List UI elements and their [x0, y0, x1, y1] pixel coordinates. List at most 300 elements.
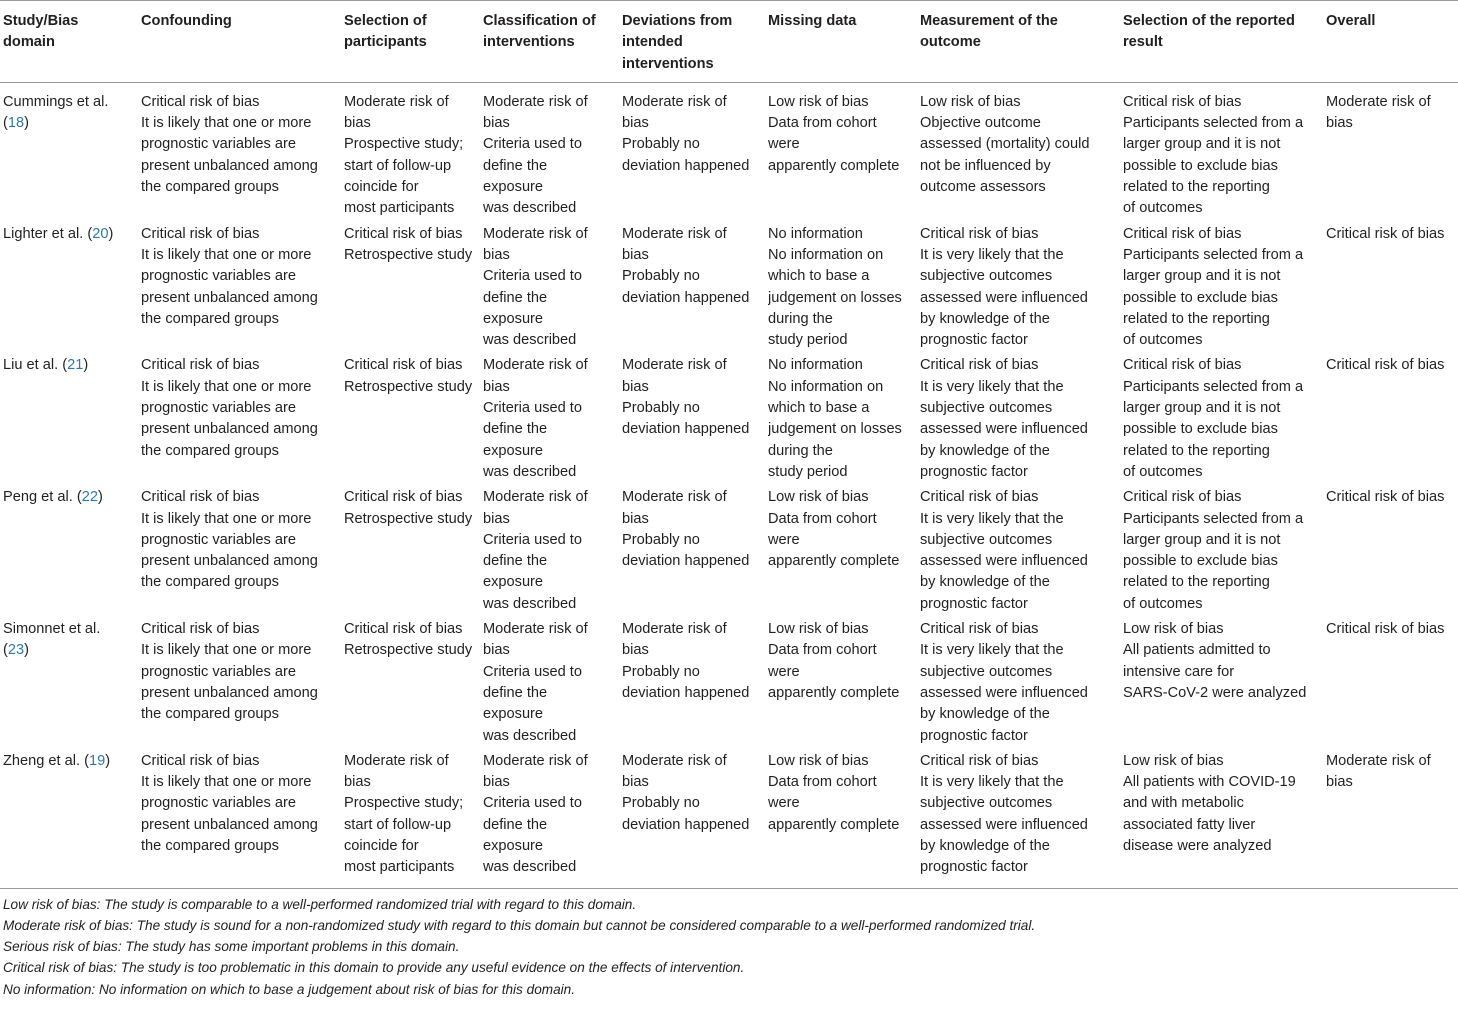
study-name: Cummings et al.	[3, 93, 109, 110]
column-header	[768, 1, 920, 83]
cell-line: were	[768, 663, 800, 680]
cell-line: possible to exclude bias	[1123, 553, 1278, 570]
cell-line: bias	[483, 378, 510, 395]
cell-line: exposure	[483, 574, 544, 591]
cell-line: were	[768, 795, 800, 812]
column-header-line: domain	[3, 34, 55, 51]
cell-line: Moderate risk of	[1326, 752, 1431, 769]
cell-line: present unbalanced among	[141, 289, 318, 306]
cell-line: Critical risk of bias	[141, 357, 260, 374]
assessment-cell	[768, 355, 920, 487]
cell-line: of outcomes	[1123, 200, 1203, 217]
cell-line: Moderate risk of	[1326, 93, 1431, 110]
column-header	[1326, 1, 1458, 83]
cell-line: Critical risk of bias	[920, 489, 1039, 506]
cell-line: No information	[768, 225, 863, 242]
reference-link[interactable]: 21	[67, 357, 84, 374]
cell-line: Critical risk of bias	[1326, 225, 1445, 242]
assessment-cell	[1123, 82, 1326, 223]
cell-line: intensive care for	[1123, 663, 1235, 680]
cell-line: It is very likely that the	[920, 378, 1064, 395]
cell-line: Criteria used to	[483, 531, 582, 548]
assessment-cell	[141, 82, 344, 223]
column-header	[141, 1, 344, 83]
cell-line: Data from cohort	[768, 774, 877, 791]
cell-line: related to the reporting	[1123, 574, 1270, 591]
cell-line: prognostic variables are	[141, 663, 296, 680]
cell-line: outcome assessors	[920, 179, 1046, 196]
column-header-line: Measurement of the	[920, 13, 1058, 29]
cell-line: It is likely that one or more	[141, 378, 312, 395]
cell-line: All patients with COVID-19	[1123, 774, 1296, 791]
cell-line: the compared groups	[141, 442, 279, 459]
assessment-cell	[920, 619, 1123, 751]
cell-line: Critical risk of bias	[1123, 93, 1242, 110]
cell-line: assessed were influenced	[920, 816, 1088, 833]
assessment-cell	[1123, 224, 1326, 356]
cell-line: Critical risk of bias	[1326, 357, 1445, 374]
cell-line: most participants	[344, 200, 455, 217]
reference-link[interactable]: 23	[7, 642, 25, 659]
reference-link[interactable]: 18	[7, 115, 25, 132]
assessment-cell	[141, 751, 344, 888]
column-header-line: Deviations from	[622, 13, 733, 29]
assessment-cell	[141, 619, 344, 751]
assessment-cell	[920, 224, 1123, 356]
cell-line: Moderate risk of	[483, 489, 588, 506]
assessment-cell	[622, 82, 768, 223]
column-header	[622, 1, 768, 83]
cell-line: Moderate risk of	[483, 225, 588, 242]
cell-line: Moderate risk of	[622, 621, 727, 638]
assessment-cell	[344, 487, 483, 619]
cell-line: present unbalanced among	[141, 684, 318, 701]
cell-line: Low risk of bias	[920, 93, 1021, 110]
cell-line: Data from cohort	[768, 642, 877, 659]
cell-line: exposure	[483, 442, 544, 459]
cell-line: larger group and it is not	[1123, 268, 1281, 285]
cell-line: define the	[483, 157, 548, 174]
cell-line: assessed (mortality) could	[920, 136, 1090, 153]
cell-line: Moderate risk of	[622, 489, 727, 506]
assessment-cell	[920, 82, 1123, 223]
footnote: Moderate risk of bias: The study is sound for a non-randomized study with regard to this domain but cannot be considered comparable to a well-performed randomized trial.	[3, 917, 1036, 933]
cell-line: bias	[622, 774, 649, 791]
assessment-cell	[1326, 82, 1458, 223]
cell-line: prognostic factor	[920, 595, 1028, 612]
assessment-cell	[141, 487, 344, 619]
cell-line: prognostic factor	[920, 727, 1028, 744]
cell-line: exposure	[483, 179, 544, 196]
column-header	[1123, 1, 1326, 83]
assessment-cell	[344, 224, 483, 356]
cell-line: subjective outcomes	[920, 795, 1053, 812]
cell-line: Retrospective study	[344, 642, 473, 659]
cell-line: deviation happened	[622, 157, 750, 174]
column-header-line: Study/Bias	[3, 13, 79, 29]
column-header-line: Selection of the reported	[1123, 13, 1295, 29]
assessment-cell	[622, 619, 768, 751]
column-header-line: interventions	[622, 55, 714, 72]
cell-line: Moderate risk of	[483, 752, 588, 769]
assessment-cell	[1326, 224, 1458, 356]
cell-line: It is likely that one or more	[141, 774, 312, 791]
cell-line: bias	[1326, 115, 1353, 132]
table-row	[0, 355, 1458, 487]
assessment-cell	[141, 355, 344, 487]
cell-line: It is likely that one or more	[141, 115, 312, 132]
cell-line: assessed were influenced	[920, 553, 1088, 570]
cell-line: Moderate risk of	[622, 93, 727, 110]
cell-line: Critical risk of bias	[141, 225, 260, 242]
assessment-cell	[1123, 355, 1326, 487]
assessment-cell	[920, 487, 1123, 619]
cell-line: study period	[768, 463, 848, 480]
cell-line: deviation happened	[622, 553, 750, 570]
cell-line: Prospective study;	[344, 136, 464, 153]
cell-line: Criteria used to	[483, 400, 582, 417]
cell-line: Critical risk of bias	[1326, 489, 1445, 506]
cell-line: prognostic variables are	[141, 531, 296, 548]
cell-line: the compared groups	[141, 310, 279, 327]
assessment-cell	[768, 224, 920, 356]
cell-line: deviation happened	[622, 816, 750, 833]
cell-line: define the	[483, 816, 548, 833]
cell-line: associated fatty liver	[1123, 816, 1256, 833]
cell-line: Moderate risk of	[483, 621, 588, 638]
column-header-line: Selection of	[344, 13, 427, 29]
cell-line: apparently complete	[768, 157, 900, 174]
cell-line: Critical risk of bias	[1326, 621, 1445, 638]
assessment-cell	[344, 355, 483, 487]
column-header-line: Classification of	[483, 13, 596, 29]
cell-line: the compared groups	[141, 706, 279, 723]
cell-line: bias	[622, 510, 649, 527]
cell-line: were	[768, 136, 800, 153]
cell-line: by knowledge of the	[920, 310, 1050, 327]
cell-line: possible to exclude bias	[1123, 421, 1278, 438]
cell-line: Data from cohort	[768, 510, 877, 527]
cell-line: Prospective study;	[344, 795, 464, 812]
cell-line: deviation happened	[622, 684, 750, 701]
study-cell	[0, 487, 141, 619]
cell-line: subjective outcomes	[920, 400, 1053, 417]
cell-line: define the	[483, 289, 548, 306]
cell-line: exposure	[483, 837, 544, 854]
assessment-cell	[1326, 355, 1458, 487]
assessment-cell	[622, 751, 768, 888]
cell-line: It is very likely that the	[920, 510, 1064, 527]
cell-line: was described	[483, 332, 577, 349]
cell-line: No information	[768, 357, 863, 374]
cell-line: It is very likely that the	[920, 642, 1064, 659]
study-citation: Peng et al. (22)	[3, 489, 103, 506]
cell-line: exposure	[483, 706, 544, 723]
assessment-cell	[483, 619, 622, 751]
cell-line: coincide for	[344, 179, 419, 196]
reference-link[interactable]: 19	[89, 752, 106, 769]
cell-line: Data from cohort	[768, 115, 877, 132]
cell-line: during the	[768, 310, 833, 327]
table-body	[0, 82, 1458, 888]
cell-line: Criteria used to	[483, 663, 582, 680]
cell-line: the compared groups	[141, 574, 279, 591]
column-header	[483, 1, 622, 83]
cell-line: subjective outcomes	[920, 268, 1053, 285]
cell-line: Critical risk of bias	[141, 621, 260, 638]
cell-line: not be influenced by	[920, 157, 1051, 174]
cell-line: judgement on losses	[768, 421, 902, 438]
header-row	[0, 1, 1458, 83]
footnote: No information: No information on which to base a judgement about risk of bias for this domain.	[3, 981, 575, 997]
cell-line: subjective outcomes	[920, 663, 1053, 680]
cell-line: prognostic factor	[920, 332, 1028, 349]
assessment-cell	[141, 224, 344, 356]
assessment-cell	[483, 224, 622, 356]
assessment-cell	[483, 355, 622, 487]
cell-line: subjective outcomes	[920, 531, 1053, 548]
table-footnotes	[0, 894, 1458, 1000]
cell-line: It is very likely that the	[920, 246, 1064, 263]
cell-line: define the	[483, 553, 548, 570]
cell-line: No information on	[768, 246, 884, 263]
cell-line: larger group and it is not	[1123, 531, 1281, 548]
cell-line: possible to exclude bias	[1123, 289, 1278, 306]
cell-line: Probably no	[622, 795, 700, 812]
cell-line: bias	[483, 246, 510, 263]
cell-line: bias	[622, 642, 649, 659]
cell-line: bias	[483, 115, 510, 132]
cell-line: It is likely that one or more	[141, 246, 312, 263]
cell-line: Low risk of bias	[768, 93, 869, 110]
cell-line: of outcomes	[1123, 595, 1203, 612]
cell-line: All patients admitted to	[1123, 642, 1271, 659]
assessment-cell	[1326, 619, 1458, 751]
cell-line: prognostic variables are	[141, 795, 296, 812]
cell-line: Critical risk of bias	[344, 489, 463, 506]
cell-line: possible to exclude bias	[1123, 157, 1278, 174]
cell-line: judgement on losses	[768, 289, 902, 306]
assessment-cell	[622, 224, 768, 356]
study-cell	[0, 224, 141, 356]
cell-line: of outcomes	[1123, 463, 1203, 480]
assessment-cell	[1123, 619, 1326, 751]
cell-line: Participants selected from a	[1123, 246, 1304, 263]
column-header-line: Missing data	[768, 13, 857, 29]
study-citation: Lighter et al. (20)	[3, 225, 114, 242]
table-header	[0, 1, 1458, 83]
cell-line: was described	[483, 463, 577, 480]
cell-line: SARS-CoV-2 were analyzed	[1123, 684, 1307, 701]
cell-line: Criteria used to	[483, 795, 582, 812]
cell-line: coincide for	[344, 837, 419, 854]
cell-line: bias	[622, 115, 649, 132]
study-cell	[0, 751, 141, 888]
footnote: Serious risk of bias: The study has some important problems in this domain.	[3, 939, 460, 955]
cell-line: Low risk of bias	[768, 489, 869, 506]
column-header-line: intended	[622, 34, 683, 51]
assessment-cell	[920, 751, 1123, 888]
assessment-cell	[1326, 751, 1458, 888]
cell-line: Critical risk of bias	[920, 225, 1039, 242]
table-row	[0, 224, 1458, 356]
cell-line: Probably no	[622, 400, 700, 417]
column-header-line: result	[1123, 34, 1163, 51]
cell-line: bias	[344, 115, 371, 132]
cell-line: start of follow-up	[344, 816, 452, 833]
cell-line: during the	[768, 442, 833, 459]
cell-line: It is likely that one or more	[141, 642, 312, 659]
column-header	[0, 1, 141, 83]
cell-line: It is likely that one or more	[141, 510, 312, 527]
cell-line: No information on	[768, 378, 884, 395]
cell-line: bias	[483, 774, 510, 791]
cell-line: Criteria used to	[483, 268, 582, 285]
cell-line: apparently complete	[768, 553, 900, 570]
column-header-line: outcome	[920, 34, 981, 51]
cell-line: prognostic variables are	[141, 400, 296, 417]
cell-line: prognostic variables are	[141, 136, 296, 153]
cell-line: deviation happened	[622, 421, 750, 438]
cell-line: apparently complete	[768, 684, 900, 701]
cell-line: Low risk of bias	[1123, 621, 1224, 638]
cell-line: bias	[1326, 774, 1353, 791]
assessment-cell	[768, 82, 920, 223]
table-row	[0, 487, 1458, 619]
cell-line: Critical risk of bias	[1123, 357, 1242, 374]
table-row	[0, 82, 1458, 223]
cell-line: Participants selected from a	[1123, 115, 1304, 132]
cell-line: prognostic variables are	[141, 268, 296, 285]
reference-link[interactable]: 22	[81, 489, 98, 506]
cell-line: Moderate risk of	[622, 357, 727, 374]
footnote: Low risk of bias: The study is comparable to a well-performed randomized trial with regard to this domain.	[3, 896, 637, 912]
table-row	[0, 619, 1458, 751]
assessment-cell	[483, 82, 622, 223]
cell-line: bias	[483, 510, 510, 527]
reference-link[interactable]: 20	[92, 225, 109, 242]
cell-line: Low risk of bias	[768, 621, 869, 638]
cell-line: define the	[483, 684, 548, 701]
cell-line: Critical risk of bias	[141, 93, 260, 110]
assessment-cell	[1123, 487, 1326, 619]
cell-line: Probably no	[622, 663, 700, 680]
cell-line: were	[768, 531, 800, 548]
cell-line: Critical risk of bias	[920, 752, 1039, 769]
assessment-cell	[768, 487, 920, 619]
cell-line: Probably no	[622, 136, 700, 153]
cell-line: larger group and it is not	[1123, 400, 1281, 417]
column-header-line: interventions	[483, 34, 575, 51]
cell-line: larger group and it is not	[1123, 136, 1281, 153]
assessment-cell	[344, 751, 483, 888]
cell-line: Critical risk of bias	[344, 225, 463, 242]
cell-line: Critical risk of bias	[920, 357, 1039, 374]
cell-line: by knowledge of the	[920, 574, 1050, 591]
study-name: Simonnet et al.	[3, 621, 101, 638]
cell-line: Participants selected from a	[1123, 510, 1304, 527]
assessment-cell	[344, 82, 483, 223]
column-header-line: Overall	[1326, 13, 1376, 29]
study-cell	[0, 82, 141, 223]
assessment-cell	[483, 751, 622, 888]
cell-line: present unbalanced among	[141, 816, 318, 833]
cell-line: Critical risk of bias	[1123, 225, 1242, 242]
assessment-cell	[622, 487, 768, 619]
cell-line: Moderate risk of	[622, 752, 727, 769]
cell-line: Retrospective study	[344, 378, 473, 395]
study-cell	[0, 355, 141, 487]
cell-line: Moderate risk of	[622, 225, 727, 242]
cell-line: related to the reporting	[1123, 179, 1270, 196]
cell-line: Critical risk of bias	[344, 621, 463, 638]
cell-line: bias	[622, 378, 649, 395]
cell-line: Critical risk of bias	[920, 621, 1039, 638]
column-header-line: Confounding	[141, 13, 232, 29]
cell-line: Critical risk of bias	[344, 357, 463, 374]
cell-line: by knowledge of the	[920, 706, 1050, 723]
cell-line: present unbalanced among	[141, 553, 318, 570]
cell-line: Probably no	[622, 268, 700, 285]
cell-line: by knowledge of the	[920, 442, 1050, 459]
cell-line: bias	[344, 774, 371, 791]
cell-line: was described	[483, 200, 577, 217]
cell-line: disease were analyzed	[1123, 837, 1272, 854]
cell-line: present unbalanced among	[141, 157, 318, 174]
cell-line: was described	[483, 859, 577, 876]
cell-line: Critical risk of bias	[141, 489, 260, 506]
cell-line: Moderate risk of	[483, 357, 588, 374]
column-header-line: participants	[344, 34, 427, 51]
cell-line: was described	[483, 727, 577, 744]
assessment-cell	[622, 355, 768, 487]
cell-line: assessed were influenced	[920, 684, 1088, 701]
cell-line: Retrospective study	[344, 246, 473, 263]
cell-line: and with metabolic	[1123, 795, 1244, 812]
cell-line: Criteria used to	[483, 136, 582, 153]
assessment-cell	[768, 619, 920, 751]
column-header	[344, 1, 483, 83]
study-citation: (18)	[3, 115, 29, 132]
cell-line: most participants	[344, 859, 455, 876]
study-citation: Zheng et al. (19)	[3, 752, 111, 769]
cell-line: Moderate risk of	[344, 93, 449, 110]
cell-line: apparently complete	[768, 816, 900, 833]
cell-line: Critical risk of bias	[141, 752, 260, 769]
study-citation: Liu et al. (21)	[3, 357, 89, 374]
cell-line: which to base a	[768, 268, 870, 285]
cell-line: was described	[483, 595, 577, 612]
cell-line: of outcomes	[1123, 332, 1203, 349]
cell-line: study period	[768, 332, 848, 349]
cell-line: by knowledge of the	[920, 837, 1050, 854]
table-row	[0, 751, 1458, 888]
cell-line: present unbalanced among	[141, 421, 318, 438]
cell-line: Participants selected from a	[1123, 378, 1304, 395]
study-citation: (23)	[3, 642, 29, 659]
assessment-cell	[344, 619, 483, 751]
cell-line: Probably no	[622, 531, 700, 548]
cell-line: prognostic factor	[920, 859, 1028, 876]
cell-line: bias	[483, 642, 510, 659]
assessment-cell	[1123, 751, 1326, 888]
cell-line: assessed were influenced	[920, 289, 1088, 306]
assessment-cell	[768, 751, 920, 888]
cell-line: Low risk of bias	[768, 752, 869, 769]
cell-line: start of follow-up	[344, 157, 452, 174]
cell-line: deviation happened	[622, 289, 750, 306]
cell-line: which to base a	[768, 400, 870, 417]
